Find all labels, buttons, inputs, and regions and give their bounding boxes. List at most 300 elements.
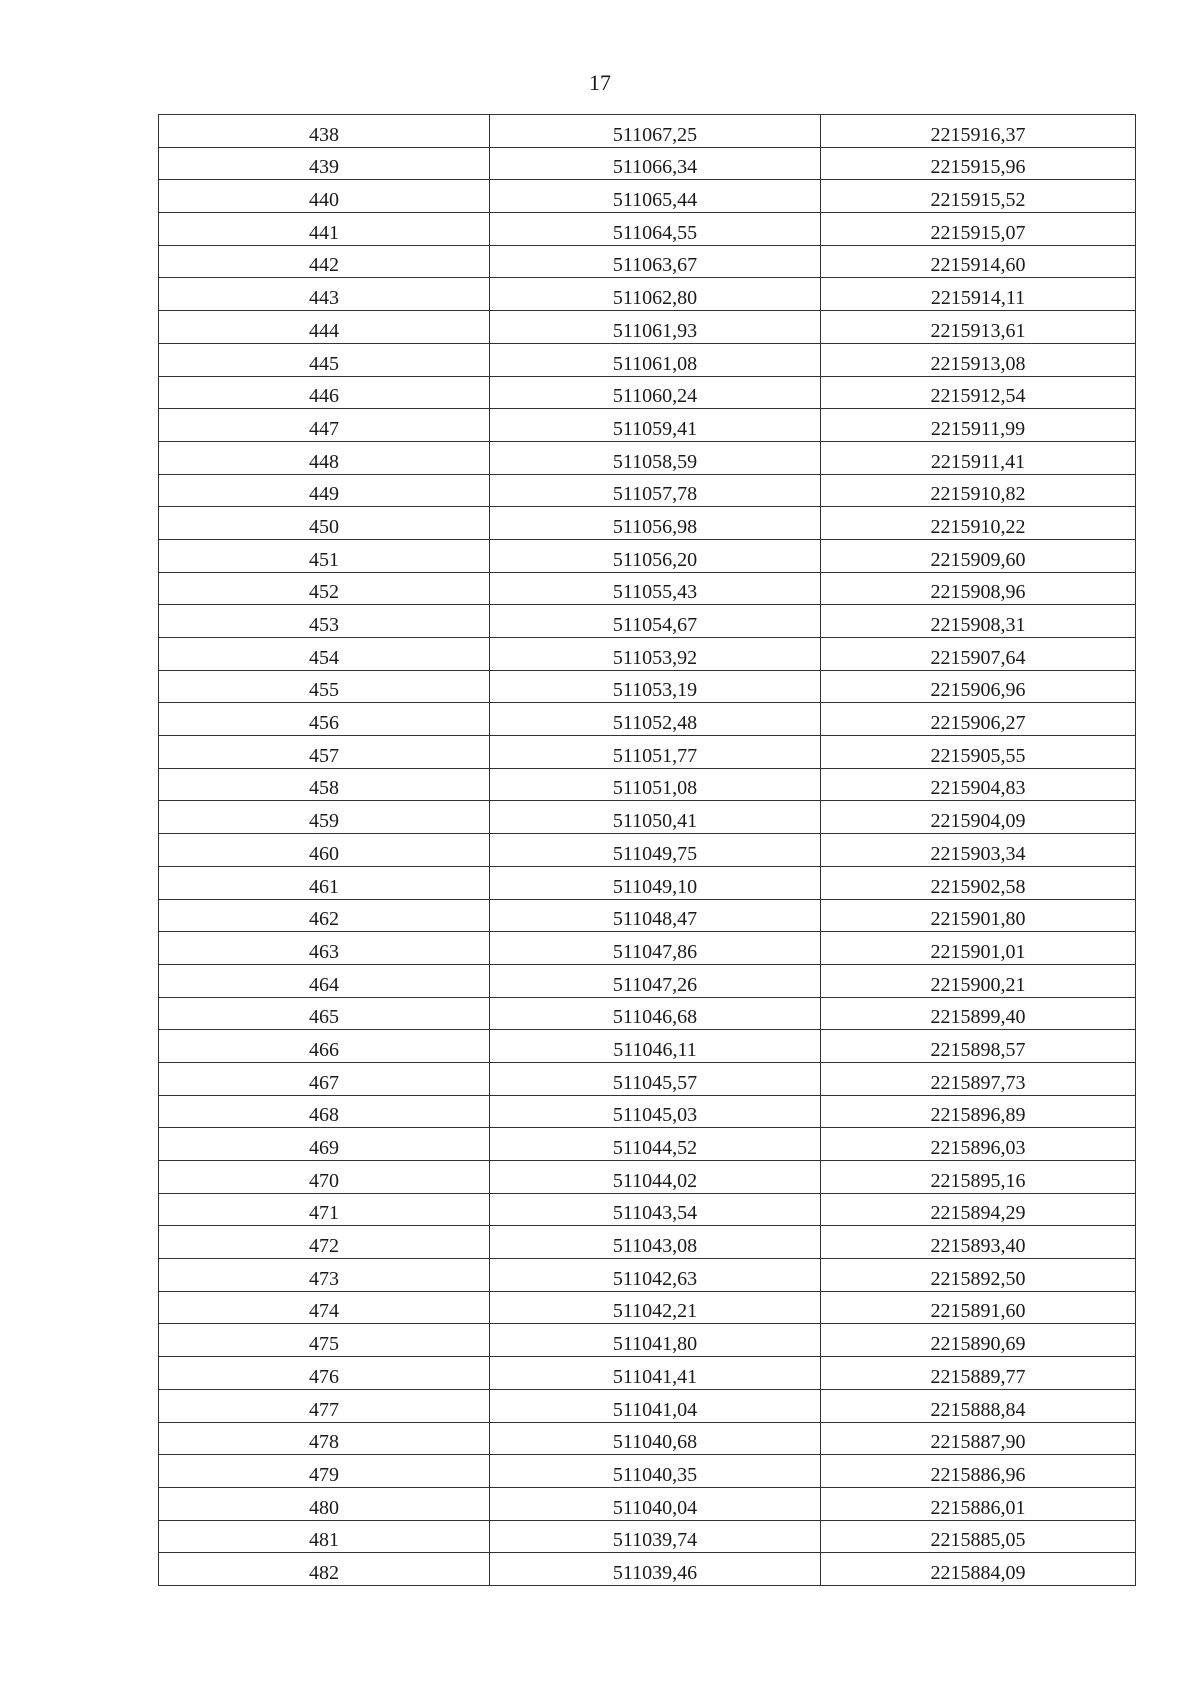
- y-coordinate-cell: [821, 1193, 1136, 1226]
- table-row: [159, 343, 1136, 376]
- table-row: [159, 670, 1136, 703]
- point-number-cell: [159, 866, 490, 899]
- y-coordinate-cell: [821, 180, 1136, 213]
- table-row: [159, 441, 1136, 474]
- point-number-cell: [159, 311, 490, 344]
- cell-text: 511067,25: [612, 123, 698, 146]
- cell-text: 511043,08: [612, 1235, 698, 1258]
- x-coordinate-cell: [490, 115, 821, 148]
- y-coordinate-cell: [821, 1520, 1136, 1553]
- table-row: [159, 1422, 1136, 1455]
- y-coordinate-cell: [821, 1422, 1136, 1455]
- cell-text: 2215892,50: [930, 1267, 1026, 1290]
- cell-text: 463: [309, 940, 339, 963]
- cell-text: 2215911,99: [930, 417, 1026, 440]
- x-coordinate-cell: [490, 801, 821, 834]
- y-coordinate-cell: [821, 834, 1136, 867]
- cell-text: 443: [309, 287, 339, 310]
- y-coordinate-cell: [821, 245, 1136, 278]
- x-coordinate-cell: [490, 1030, 821, 1063]
- y-coordinate-cell: [821, 1226, 1136, 1259]
- cell-text: 511043,54: [612, 1202, 698, 1225]
- table-row: [159, 1520, 1136, 1553]
- point-number-cell: [159, 1520, 490, 1553]
- cell-text: 511051,08: [612, 777, 698, 800]
- cell-text: 482: [309, 1561, 339, 1584]
- cell-text: 511046,11: [613, 1038, 697, 1061]
- point-number-cell: [159, 768, 490, 801]
- table-row: [159, 1389, 1136, 1422]
- cell-text: 457: [309, 744, 339, 767]
- table-row: [159, 1128, 1136, 1161]
- cell-text: 465: [309, 1006, 339, 1029]
- y-coordinate-cell: [821, 1161, 1136, 1194]
- cell-text: 511053,19: [612, 679, 698, 702]
- y-coordinate-cell: [821, 572, 1136, 605]
- cell-text: 479: [309, 1463, 339, 1486]
- table-row: [159, 572, 1136, 605]
- cell-text: 2215886,96: [930, 1463, 1026, 1486]
- cell-text: 2215904,83: [930, 777, 1026, 800]
- cell-text: 2215889,77: [930, 1365, 1026, 1388]
- cell-text: 511039,74: [612, 1529, 698, 1552]
- cell-text: 511051,77: [612, 744, 698, 767]
- x-coordinate-cell: [490, 311, 821, 344]
- y-coordinate-cell: [821, 638, 1136, 671]
- y-coordinate-cell: [821, 964, 1136, 997]
- point-number-cell: [159, 245, 490, 278]
- point-number-cell: [159, 1291, 490, 1324]
- point-number-cell: [159, 213, 490, 246]
- table-row: [159, 409, 1136, 442]
- x-coordinate-cell: [490, 1193, 821, 1226]
- x-coordinate-cell: [490, 703, 821, 736]
- x-coordinate-cell: [490, 278, 821, 311]
- y-coordinate-cell: [821, 474, 1136, 507]
- table-row: [159, 213, 1136, 246]
- cell-text: 2215914,60: [930, 254, 1026, 277]
- cell-text: 455: [309, 679, 339, 702]
- cell-text: 2215895,16: [930, 1169, 1026, 1192]
- x-coordinate-cell: [490, 997, 821, 1030]
- table-row: [159, 1553, 1136, 1586]
- cell-text: 2215908,31: [930, 614, 1026, 636]
- table-row: [159, 1193, 1136, 1226]
- y-coordinate-cell: [821, 115, 1136, 148]
- table-row: [159, 638, 1136, 671]
- point-number-cell: [159, 703, 490, 736]
- x-coordinate-cell: [490, 1226, 821, 1259]
- y-coordinate-cell: [821, 441, 1136, 474]
- x-coordinate-cell: [490, 539, 821, 572]
- point-number-cell: [159, 507, 490, 540]
- table-row: [159, 376, 1136, 409]
- cell-text: 2215908,96: [930, 581, 1026, 604]
- y-coordinate-cell: [821, 147, 1136, 180]
- cell-text: 511064,55: [612, 221, 698, 244]
- point-number-cell: [159, 343, 490, 376]
- table-row: [159, 147, 1136, 180]
- point-number-cell: [159, 409, 490, 442]
- y-coordinate-cell: [821, 1357, 1136, 1390]
- y-coordinate-cell: [821, 1455, 1136, 1488]
- cell-text: 511049,75: [612, 842, 698, 865]
- cell-text: 440: [309, 189, 339, 212]
- cell-text: 511047,26: [612, 973, 698, 996]
- cell-text: 2215887,90: [930, 1431, 1026, 1454]
- y-coordinate-cell: [821, 866, 1136, 899]
- x-coordinate-cell: [490, 1161, 821, 1194]
- y-coordinate-cell: [821, 801, 1136, 834]
- cell-text: 2215910,22: [930, 515, 1026, 538]
- point-number-cell: [159, 1226, 490, 1259]
- table-row: [159, 1095, 1136, 1128]
- cell-text: 511062,80: [612, 287, 698, 310]
- cell-text: 476: [309, 1365, 339, 1388]
- coordinates-table: [158, 114, 1136, 1586]
- cell-text: 511055,43: [612, 581, 698, 604]
- cell-text: 511056,20: [612, 548, 698, 571]
- point-number-cell: [159, 1128, 490, 1161]
- cell-text: 453: [309, 614, 339, 636]
- cell-text: 511056,98: [612, 515, 698, 538]
- cell-text: 2215905,55: [930, 744, 1026, 767]
- point-number-cell: [159, 834, 490, 867]
- table-row: [159, 736, 1136, 769]
- x-coordinate-cell: [490, 964, 821, 997]
- x-coordinate-cell: [490, 736, 821, 769]
- cell-text: 2215906,27: [930, 712, 1026, 735]
- point-number-cell: [159, 278, 490, 311]
- x-coordinate-cell: [490, 572, 821, 605]
- cell-text: 511058,59: [612, 450, 698, 473]
- x-coordinate-cell: [490, 1422, 821, 1455]
- point-number-cell: [159, 147, 490, 180]
- cell-text: 2215915,96: [930, 156, 1026, 179]
- cell-text: 2215910,82: [930, 483, 1026, 506]
- cell-text: 466: [309, 1038, 339, 1061]
- table-row: [159, 1357, 1136, 1390]
- point-number-cell: [159, 964, 490, 997]
- y-coordinate-cell: [821, 605, 1136, 638]
- table-row: [159, 834, 1136, 867]
- cell-text: 511040,68: [612, 1431, 698, 1454]
- table-row: [159, 932, 1136, 965]
- cell-text: 511041,41: [612, 1365, 698, 1388]
- y-coordinate-cell: [821, 278, 1136, 311]
- coordinates-table-body: [159, 115, 1136, 1586]
- cell-text: 459: [309, 810, 339, 833]
- table-row: [159, 278, 1136, 311]
- y-coordinate-cell: [821, 736, 1136, 769]
- y-coordinate-cell: [821, 1487, 1136, 1520]
- x-coordinate-cell: [490, 1357, 821, 1390]
- cell-text: 2215888,84: [930, 1398, 1026, 1421]
- page-number: 17: [589, 70, 611, 95]
- cell-text: 2215896,89: [930, 1104, 1026, 1127]
- y-coordinate-cell: [821, 932, 1136, 965]
- point-number-cell: [159, 1062, 490, 1095]
- point-number-cell: [159, 801, 490, 834]
- table-row: [159, 180, 1136, 213]
- y-coordinate-cell: [821, 1030, 1136, 1063]
- cell-text: 511060,24: [612, 385, 698, 408]
- cell-text: 511041,80: [612, 1333, 698, 1356]
- cell-text: 511059,41: [612, 417, 698, 440]
- cell-text: 511044,52: [612, 1137, 698, 1159]
- table-row: [159, 1291, 1136, 1324]
- cell-text: 452: [309, 581, 339, 604]
- y-coordinate-cell: [821, 1291, 1136, 1324]
- table-row: [159, 507, 1136, 540]
- x-coordinate-cell: [490, 213, 821, 246]
- x-coordinate-cell: [490, 147, 821, 180]
- cell-text: 511042,21: [612, 1300, 698, 1323]
- y-coordinate-cell: [821, 1553, 1136, 1586]
- cell-text: 2215900,21: [930, 973, 1026, 996]
- table-row: [159, 899, 1136, 932]
- cell-text: 445: [309, 352, 339, 375]
- point-number-cell: [159, 1422, 490, 1455]
- cell-text: 480: [309, 1496, 339, 1519]
- table-row: [159, 1455, 1136, 1488]
- cell-text: 460: [309, 842, 339, 865]
- cell-text: 2215890,69: [930, 1333, 1026, 1356]
- cell-text: 456: [309, 712, 339, 735]
- point-number-cell: [159, 376, 490, 409]
- y-coordinate-cell: [821, 670, 1136, 703]
- cell-text: 438: [309, 123, 339, 146]
- point-number-cell: [159, 1357, 490, 1390]
- cell-text: 2215911,41: [930, 450, 1026, 473]
- cell-text: 469: [309, 1137, 339, 1159]
- y-coordinate-cell: [821, 213, 1136, 246]
- point-number-cell: [159, 899, 490, 932]
- point-number-cell: [159, 1193, 490, 1226]
- cell-text: 511045,03: [612, 1104, 698, 1127]
- cell-text: 2215901,01: [930, 940, 1026, 963]
- x-coordinate-cell: [490, 245, 821, 278]
- table-row: [159, 703, 1136, 736]
- cell-text: 2215914,11: [930, 287, 1026, 310]
- y-coordinate-cell: [821, 507, 1136, 540]
- y-coordinate-cell: [821, 409, 1136, 442]
- table-row: [159, 115, 1136, 148]
- cell-text: 474: [309, 1300, 339, 1323]
- cell-text: 2215915,07: [930, 221, 1026, 244]
- cell-text: 2215893,40: [930, 1235, 1026, 1258]
- table-row: [159, 245, 1136, 278]
- cell-text: 511066,34: [612, 156, 698, 179]
- cell-text: 447: [309, 417, 339, 440]
- x-coordinate-cell: [490, 932, 821, 965]
- y-coordinate-cell: [821, 1259, 1136, 1292]
- cell-text: 2215912,54: [930, 385, 1026, 408]
- cell-text: 511041,04: [612, 1398, 698, 1421]
- point-number-cell: [159, 1324, 490, 1357]
- cell-text: 446: [309, 385, 339, 408]
- x-coordinate-cell: [490, 670, 821, 703]
- point-number-cell: [159, 638, 490, 671]
- table-row: [159, 866, 1136, 899]
- cell-text: 472: [309, 1235, 339, 1258]
- x-coordinate-cell: [490, 1259, 821, 1292]
- cell-text: 511044,02: [612, 1169, 698, 1192]
- cell-text: 475: [309, 1333, 339, 1356]
- y-coordinate-cell: [821, 539, 1136, 572]
- x-coordinate-cell: [490, 409, 821, 442]
- point-number-cell: [159, 539, 490, 572]
- cell-text: 511047,86: [612, 940, 698, 963]
- cell-text: 477: [309, 1398, 339, 1421]
- cell-text: 511040,04: [612, 1496, 698, 1519]
- point-number-cell: [159, 441, 490, 474]
- cell-text: 2215885,05: [930, 1529, 1026, 1552]
- cell-text: 511039,46: [612, 1561, 698, 1584]
- table-row: [159, 1226, 1136, 1259]
- x-coordinate-cell: [490, 638, 821, 671]
- cell-text: 444: [309, 319, 339, 342]
- cell-text: 464: [309, 973, 339, 996]
- cell-text: 473: [309, 1267, 339, 1290]
- y-coordinate-cell: [821, 1324, 1136, 1357]
- y-coordinate-cell: [821, 1389, 1136, 1422]
- table-row: [159, 1259, 1136, 1292]
- cell-text: 481: [309, 1529, 339, 1552]
- cell-text: 450: [309, 515, 339, 538]
- x-coordinate-cell: [490, 899, 821, 932]
- cell-text: 478: [309, 1431, 339, 1454]
- cell-text: 462: [309, 908, 339, 931]
- cell-text: 2215894,29: [930, 1202, 1026, 1225]
- cell-text: 2215909,60: [930, 548, 1026, 571]
- table-row: [159, 1030, 1136, 1063]
- cell-text: 2215902,58: [930, 875, 1026, 898]
- cell-text: 2215906,96: [930, 679, 1026, 702]
- x-coordinate-cell: [490, 605, 821, 638]
- cell-text: 2215907,64: [930, 646, 1026, 669]
- point-number-cell: [159, 670, 490, 703]
- table-row: [159, 1062, 1136, 1095]
- cell-text: 2215898,57: [930, 1038, 1026, 1061]
- x-coordinate-cell: [490, 834, 821, 867]
- x-coordinate-cell: [490, 1455, 821, 1488]
- cell-text: 511053,92: [612, 646, 698, 669]
- cell-text: 2215913,08: [930, 352, 1026, 375]
- point-number-cell: [159, 736, 490, 769]
- point-number-cell: [159, 1553, 490, 1586]
- x-coordinate-cell: [490, 866, 821, 899]
- cell-text: 449: [309, 483, 339, 506]
- cell-text: 511045,57: [612, 1071, 698, 1094]
- cell-text: 2215916,37: [930, 123, 1026, 146]
- x-coordinate-cell: [490, 1291, 821, 1324]
- table-row: [159, 801, 1136, 834]
- cell-text: 2215899,40: [930, 1006, 1026, 1029]
- point-number-cell: [159, 1095, 490, 1128]
- cell-text: 448: [309, 450, 339, 473]
- y-coordinate-cell: [821, 376, 1136, 409]
- table-row: [159, 997, 1136, 1030]
- x-coordinate-cell: [490, 768, 821, 801]
- cell-text: 511061,93: [612, 319, 698, 342]
- x-coordinate-cell: [490, 1128, 821, 1161]
- cell-text: 2215896,03: [930, 1137, 1026, 1159]
- table-row: [159, 964, 1136, 997]
- cell-text: 442: [309, 254, 339, 277]
- cell-text: 441: [309, 221, 339, 244]
- cell-text: 511061,08: [612, 352, 698, 375]
- cell-text: 454: [309, 646, 339, 669]
- point-number-cell: [159, 180, 490, 213]
- cell-text: 511048,47: [612, 908, 698, 931]
- table-row: [159, 311, 1136, 344]
- cell-text: 467: [309, 1071, 339, 1094]
- cell-text: 471: [309, 1202, 339, 1225]
- point-number-cell: [159, 1030, 490, 1063]
- cell-text: 511050,41: [612, 810, 698, 833]
- cell-text: 439: [309, 156, 339, 179]
- x-coordinate-cell: [490, 1062, 821, 1095]
- cell-text: 451: [309, 548, 339, 571]
- x-coordinate-cell: [490, 474, 821, 507]
- point-number-cell: [159, 572, 490, 605]
- y-coordinate-cell: [821, 768, 1136, 801]
- cell-text: 511063,67: [612, 254, 698, 277]
- cell-text: 511054,67: [612, 614, 698, 636]
- y-coordinate-cell: [821, 703, 1136, 736]
- cell-text: 461: [309, 875, 339, 898]
- x-coordinate-cell: [490, 1324, 821, 1357]
- point-number-cell: [159, 997, 490, 1030]
- x-coordinate-cell: [490, 180, 821, 213]
- point-number-cell: [159, 1259, 490, 1292]
- cell-text: 511065,44: [612, 189, 698, 212]
- x-coordinate-cell: [490, 1389, 821, 1422]
- table-row: [159, 1324, 1136, 1357]
- cell-text: 2215897,73: [930, 1071, 1026, 1094]
- x-coordinate-cell: [490, 343, 821, 376]
- table-row: [159, 539, 1136, 572]
- point-number-cell: [159, 1487, 490, 1520]
- y-coordinate-cell: [821, 311, 1136, 344]
- cell-text: 511042,63: [612, 1267, 698, 1290]
- cell-text: 2215884,09: [930, 1561, 1026, 1584]
- x-coordinate-cell: [490, 1520, 821, 1553]
- cell-text: 511046,68: [612, 1006, 698, 1029]
- cell-text: 511049,10: [612, 875, 698, 898]
- cell-text: 2215891,60: [930, 1300, 1026, 1323]
- y-coordinate-cell: [821, 1062, 1136, 1095]
- cell-text: 511057,78: [612, 483, 698, 506]
- y-coordinate-cell: [821, 343, 1136, 376]
- table-row: [159, 1487, 1136, 1520]
- cell-text: 2215904,09: [930, 810, 1026, 833]
- x-coordinate-cell: [490, 1095, 821, 1128]
- point-number-cell: [159, 1455, 490, 1488]
- cell-text: 470: [309, 1169, 339, 1192]
- point-number-cell: [159, 474, 490, 507]
- point-number-cell: [159, 932, 490, 965]
- table-row: [159, 1161, 1136, 1194]
- y-coordinate-cell: [821, 997, 1136, 1030]
- point-number-cell: [159, 1389, 490, 1422]
- cell-text: 468: [309, 1104, 339, 1127]
- cell-text: 511052,48: [612, 712, 698, 735]
- x-coordinate-cell: [490, 1487, 821, 1520]
- cell-text: 2215915,52: [930, 189, 1026, 212]
- cell-text: 2215901,80: [930, 908, 1026, 931]
